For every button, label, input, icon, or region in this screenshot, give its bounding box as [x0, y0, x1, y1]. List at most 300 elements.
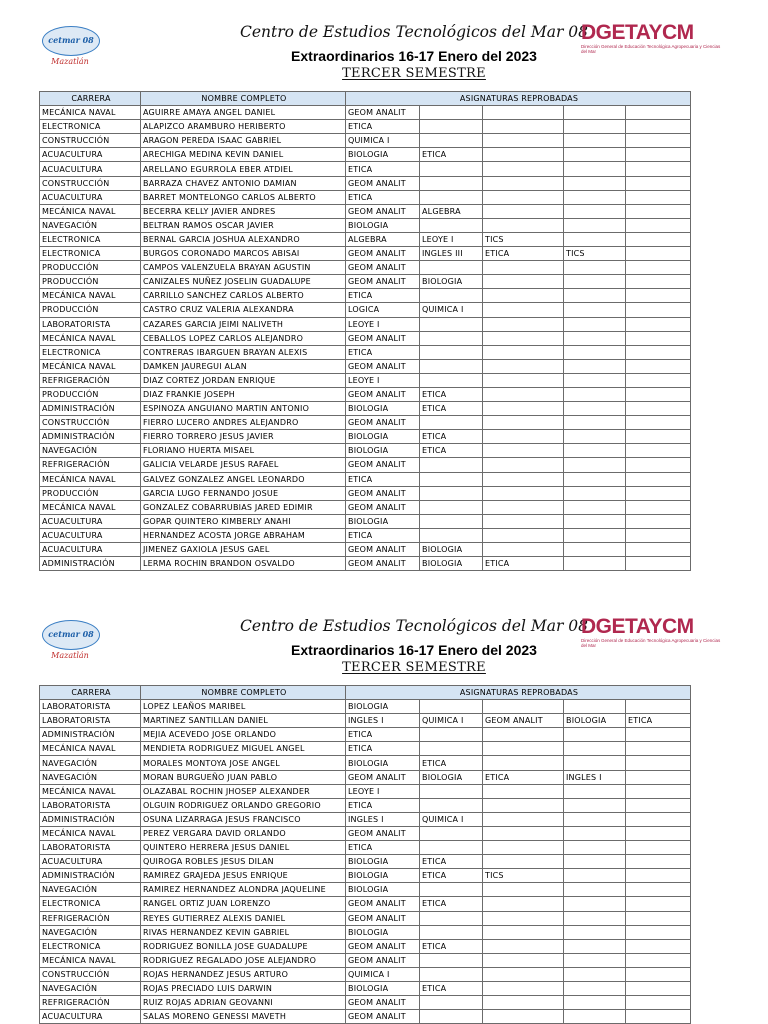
- asignatura-1-cell: BIOLOGIA: [346, 869, 420, 883]
- asignatura-3-cell: [483, 953, 564, 967]
- asignatura-2-cell: [420, 331, 483, 345]
- asignatura-1-cell: GEOM ANALIT: [346, 275, 420, 289]
- nombre-cell: QUINTERO HERRERA JESUS DANIEL: [141, 841, 346, 855]
- asignatura-5-cell: [626, 897, 691, 911]
- asignatura-4-cell: [564, 303, 626, 317]
- carrera-cell: MECÁNICA NAVAL: [40, 826, 141, 840]
- asignatura-2-cell: [420, 261, 483, 275]
- asignatura-4-cell: [564, 756, 626, 770]
- asignatura-5-cell: [626, 275, 691, 289]
- asignatura-1-cell: ETICA: [346, 798, 420, 812]
- asignatura-2-cell: [420, 742, 483, 756]
- asignatura-5-cell: [626, 784, 691, 798]
- asignatura-2-cell: [420, 359, 483, 373]
- asignatura-4-cell: [564, 289, 626, 303]
- table-row: [40, 514, 691, 528]
- nombre-cell: ARAGON PEREDA ISAAC GABRIEL: [141, 134, 346, 148]
- asignatura-5-cell: [626, 106, 691, 120]
- asignatura-4-cell: [564, 883, 626, 897]
- asignatura-2-cell: [420, 458, 483, 472]
- table-row: [40, 981, 691, 995]
- asignatura-4-cell: BIOLOGIA: [564, 714, 626, 728]
- table-row: [40, 557, 691, 571]
- asignatura-2-cell: LEOYE I: [420, 232, 483, 246]
- asignatura-5-cell: [626, 416, 691, 430]
- carrera-cell: PRODUCCIÓN: [40, 275, 141, 289]
- asignatura-2-cell: [420, 700, 483, 714]
- asignatura-5-cell: [626, 798, 691, 812]
- carrera-cell: ELECTRONICA: [40, 120, 141, 134]
- nombre-cell: BECERRA KELLY JAVIER ANDRES: [141, 204, 346, 218]
- asignatura-1-cell: BIOLOGIA: [346, 756, 420, 770]
- table-row: [40, 331, 691, 345]
- asignatura-3-cell: [483, 190, 564, 204]
- semester-title: TERCER SEMESTRE: [342, 660, 486, 675]
- asignatura-4-cell: [564, 472, 626, 486]
- asignatura-3-cell: [483, 387, 564, 401]
- dgetaycm-logo-text: DGETAYCM: [581, 615, 694, 638]
- asignatura-1-cell: ETICA: [346, 120, 420, 134]
- table-row: [40, 925, 691, 939]
- asignatura-4-cell: [564, 925, 626, 939]
- carrera-cell: NAVEGACIÓN: [40, 218, 141, 232]
- asignatura-4-cell: [564, 728, 626, 742]
- nombre-cell: AGUIRRE AMAYA ANGEL DANIEL: [141, 106, 346, 120]
- asignatura-1-cell: GEOM ANALIT: [346, 106, 420, 120]
- nombre-cell: BARRAZA CHAVEZ ANTONIO DAMIAN: [141, 176, 346, 190]
- asignatura-2-cell: [420, 134, 483, 148]
- table-row: [40, 728, 691, 742]
- column-header-nombre: NOMBRE COMPLETO: [141, 686, 346, 700]
- table-row: [40, 458, 691, 472]
- nombre-cell: LOPEZ LEAÑOS MARIBEL: [141, 700, 346, 714]
- nombre-cell: GALVEZ GONZALEZ ANGEL LEONARDO: [141, 472, 346, 486]
- asignatura-3-cell: [483, 700, 564, 714]
- carrera-cell: MECÁNICA NAVAL: [40, 204, 141, 218]
- table-row: [40, 289, 691, 303]
- carrera-cell: ELECTRONICA: [40, 247, 141, 261]
- asignatura-3-cell: [483, 162, 564, 176]
- asignatura-4-cell: [564, 557, 626, 571]
- table-row: [40, 190, 691, 204]
- asignatura-2-cell: [420, 162, 483, 176]
- carrera-cell: CONSTRUCCIÓN: [40, 176, 141, 190]
- carrera-cell: ACUACULTURA: [40, 190, 141, 204]
- carrera-cell: REFRIGERACIÓN: [40, 996, 141, 1010]
- nombre-cell: MENDIETA RODRIGUEZ MIGUEL ANGEL: [141, 742, 346, 756]
- nombre-cell: RUIZ ROJAS ADRIAN GEOVANNI: [141, 996, 346, 1010]
- nombre-cell: BELTRAN RAMOS OSCAR JAVIER: [141, 218, 346, 232]
- asignatura-1-cell: INGLES I: [346, 812, 420, 826]
- asignatura-4-cell: TICS: [564, 247, 626, 261]
- asignatura-5-cell: [626, 953, 691, 967]
- asignatura-1-cell: LEOYE I: [346, 317, 420, 331]
- carrera-cell: PRODUCCIÓN: [40, 486, 141, 500]
- asignatura-4-cell: [564, 742, 626, 756]
- asignatura-4-cell: [564, 939, 626, 953]
- carrera-cell: CONSTRUCCIÓN: [40, 134, 141, 148]
- carrera-cell: ADMINISTRACIÓN: [40, 430, 141, 444]
- asignatura-3-cell: [483, 444, 564, 458]
- asignatura-3-cell: [483, 176, 564, 190]
- carrera-cell: ACUACULTURA: [40, 148, 141, 162]
- asignatura-1-cell: BIOLOGIA: [346, 925, 420, 939]
- asignatura-4-cell: [564, 700, 626, 714]
- asignatura-3-cell: ETICA: [483, 557, 564, 571]
- asignatura-2-cell: QUIMICA I: [420, 714, 483, 728]
- asignatura-3-cell: [483, 317, 564, 331]
- column-header-asignaturas: ASIGNATURAS REPROBADAS: [346, 686, 691, 700]
- table-row: [40, 204, 691, 218]
- table-row: [40, 232, 691, 246]
- asignatura-1-cell: GEOM ANALIT: [346, 1010, 420, 1024]
- asignatura-5-cell: [626, 883, 691, 897]
- nombre-cell: ALAPIZCO ARAMBURO HERIBERTO: [141, 120, 346, 134]
- table-row: [40, 120, 691, 134]
- table-row: [40, 700, 691, 714]
- asignatura-4-cell: [564, 430, 626, 444]
- semester-title: TERCER SEMESTRE: [342, 66, 486, 81]
- asignatura-5-cell: [626, 826, 691, 840]
- asignatura-3-cell: [483, 500, 564, 514]
- asignatura-3-cell: ETICA: [483, 247, 564, 261]
- asignatura-5-cell: [626, 331, 691, 345]
- carrera-cell: ELECTRONICA: [40, 232, 141, 246]
- table-row: [40, 996, 691, 1010]
- asignatura-1-cell: GEOM ANALIT: [346, 486, 420, 500]
- asignatura-3-cell: [483, 543, 564, 557]
- asignatura-2-cell: [420, 784, 483, 798]
- asignatura-2-cell: [420, 416, 483, 430]
- asignatura-4-cell: [564, 812, 626, 826]
- nombre-cell: CONTRERAS IBARGUEN BRAYAN ALEXIS: [141, 345, 346, 359]
- nombre-cell: RAMIREZ HERNANDEZ ALONDRA JAQUELINE: [141, 883, 346, 897]
- table-row: [40, 500, 691, 514]
- asignatura-2-cell: QUIMICA I: [420, 303, 483, 317]
- asignatura-1-cell: GEOM ANALIT: [346, 911, 420, 925]
- carrera-cell: MECÁNICA NAVAL: [40, 331, 141, 345]
- asignatura-3-cell: [483, 784, 564, 798]
- nombre-cell: GONZALEZ COBARRUBIAS JARED EDIMIR: [141, 500, 346, 514]
- nombre-cell: MORAN BURGUEÑO JUAN PABLO: [141, 770, 346, 784]
- asignatura-3-cell: [483, 981, 564, 995]
- asignatura-5-cell: ETICA: [626, 714, 691, 728]
- asignatura-1-cell: QUIMICA I: [346, 967, 420, 981]
- asignatura-1-cell: ETICA: [346, 742, 420, 756]
- table-header-row: [40, 92, 691, 106]
- asignatura-1-cell: BIOLOGIA: [346, 700, 420, 714]
- asignatura-1-cell: ETICA: [346, 345, 420, 359]
- table-row: [40, 176, 691, 190]
- asignatura-3-cell: [483, 218, 564, 232]
- asignatura-1-cell: GEOM ANALIT: [346, 416, 420, 430]
- asignatura-4-cell: [564, 373, 626, 387]
- asignatura-2-cell: [420, 967, 483, 981]
- carrera-cell: NAVEGACIÓN: [40, 756, 141, 770]
- asignatura-4-cell: [564, 1010, 626, 1024]
- asignatura-1-cell: BIOLOGIA: [346, 402, 420, 416]
- asignatura-5-cell: [626, 204, 691, 218]
- column-header-carrera: CARRERA: [40, 92, 141, 106]
- nombre-cell: QUIROGA ROBLES JESUS DILAN: [141, 855, 346, 869]
- table-row: [40, 275, 691, 289]
- asignatura-5-cell: [626, 911, 691, 925]
- asignatura-1-cell: QUIMICA I: [346, 134, 420, 148]
- asignatura-2-cell: ETICA: [420, 897, 483, 911]
- carrera-cell: ADMINISTRACIÓN: [40, 557, 141, 571]
- asignatura-5-cell: [626, 939, 691, 953]
- asignatura-5-cell: [626, 742, 691, 756]
- asignatura-1-cell: INGLES I: [346, 714, 420, 728]
- carrera-cell: MECÁNICA NAVAL: [40, 359, 141, 373]
- carrera-cell: ACUACULTURA: [40, 543, 141, 557]
- asignatura-1-cell: BIOLOGIA: [346, 883, 420, 897]
- nombre-cell: REYES GUTIERREZ ALEXIS DANIEL: [141, 911, 346, 925]
- asignatura-4-cell: [564, 317, 626, 331]
- carrera-cell: REFRIGERACIÓN: [40, 458, 141, 472]
- table-row: [40, 798, 691, 812]
- asignatura-1-cell: BIOLOGIA: [346, 444, 420, 458]
- dgetaycm-logo-subtitle: Dirección General de Educación Tecnológica Agropecuaria y Ciencias del Mar: [581, 44, 721, 54]
- asignatura-5-cell: [626, 996, 691, 1010]
- nombre-cell: BARRET MONTELONGO CARLOS ALBERTO: [141, 190, 346, 204]
- asignatura-3-cell: [483, 911, 564, 925]
- table-row: [40, 134, 691, 148]
- asignatura-5-cell: [626, 855, 691, 869]
- nombre-cell: LERMA ROCHIN BRANDON OSVALDO: [141, 557, 346, 571]
- table-header-row: [40, 686, 691, 700]
- table-row: [40, 416, 691, 430]
- asignatura-1-cell: GEOM ANALIT: [346, 557, 420, 571]
- column-header-nombre: NOMBRE COMPLETO: [141, 92, 346, 106]
- asignatura-2-cell: [420, 472, 483, 486]
- asignatura-5-cell: [626, 134, 691, 148]
- asignatura-2-cell: [420, 841, 483, 855]
- column-header-carrera: CARRERA: [40, 686, 141, 700]
- asignatura-4-cell: [564, 359, 626, 373]
- nombre-cell: BURGOS CORONADO MARCOS ABISAI: [141, 247, 346, 261]
- asignatura-2-cell: [420, 120, 483, 134]
- asignatura-3-cell: [483, 345, 564, 359]
- asignatura-5-cell: [626, 444, 691, 458]
- asignatura-4-cell: [564, 444, 626, 458]
- table-row: [40, 543, 691, 557]
- asignatura-1-cell: BIOLOGIA: [346, 218, 420, 232]
- nombre-cell: BERNAL GARCIA JOSHUA ALEXANDRO: [141, 232, 346, 246]
- nombre-cell: HERNANDEZ ACOSTA JORGE ABRAHAM: [141, 528, 346, 542]
- asignatura-3-cell: [483, 430, 564, 444]
- asignatura-2-cell: [420, 345, 483, 359]
- asignatura-3-cell: [483, 275, 564, 289]
- asignatura-5-cell: [626, 981, 691, 995]
- asignatura-1-cell: GEOM ANALIT: [346, 500, 420, 514]
- nombre-cell: MARTINEZ SANTILLAN DANIEL: [141, 714, 346, 728]
- nombre-cell: CAMPOS VALENZUELA BRAYAN AGUSTIN: [141, 261, 346, 275]
- asignatura-4-cell: [564, 911, 626, 925]
- nombre-cell: GARCIA LUGO FERNANDO JOSUE: [141, 486, 346, 500]
- asignatura-3-cell: [483, 261, 564, 275]
- asignatura-3-cell: [483, 134, 564, 148]
- asignatura-4-cell: [564, 148, 626, 162]
- asignatura-5-cell: [626, 162, 691, 176]
- asignatura-5-cell: [626, 514, 691, 528]
- asignatura-3-cell: [483, 826, 564, 840]
- carrera-cell: NAVEGACIÓN: [40, 444, 141, 458]
- asignatura-5-cell: [626, 317, 691, 331]
- asignatura-4-cell: [564, 981, 626, 995]
- carrera-cell: ACUACULTURA: [40, 162, 141, 176]
- asignatura-5-cell: [626, 869, 691, 883]
- dgetaycm-logo-subtitle: Dirección General de Educación Tecnológica Agropecuaria y Ciencias del Mar: [581, 638, 721, 648]
- asignatura-5-cell: [626, 557, 691, 571]
- table-row: [40, 911, 691, 925]
- table-row: [40, 247, 691, 261]
- nombre-cell: RANGEL ORTIZ JUAN LORENZO: [141, 897, 346, 911]
- asignatura-1-cell: GEOM ANALIT: [346, 387, 420, 401]
- asignatura-2-cell: [420, 883, 483, 897]
- asignatura-4-cell: INGLES I: [564, 770, 626, 784]
- asignatura-5-cell: [626, 120, 691, 134]
- nombre-cell: FLORIANO HUERTA MISAEL: [141, 444, 346, 458]
- asignatura-5-cell: [626, 500, 691, 514]
- asignatura-2-cell: [420, 486, 483, 500]
- carrera-cell: NAVEGACIÓN: [40, 770, 141, 784]
- cetmar-logo: [40, 26, 100, 70]
- carrera-cell: REFRIGERACIÓN: [40, 373, 141, 387]
- table-row: [40, 841, 691, 855]
- nombre-cell: RAMIREZ GRAJEDA JESUS ENRIQUE: [141, 869, 346, 883]
- nombre-cell: MEJIA ACEVEDO JOSE ORLANDO: [141, 728, 346, 742]
- carrera-cell: MECÁNICA NAVAL: [40, 472, 141, 486]
- asignatura-1-cell: GEOM ANALIT: [346, 826, 420, 840]
- nombre-cell: CARRILLO SANCHEZ CARLOS ALBERTO: [141, 289, 346, 303]
- asignatura-2-cell: [420, 289, 483, 303]
- carrera-cell: PRODUCCIÓN: [40, 303, 141, 317]
- asignatura-1-cell: GEOM ANALIT: [346, 261, 420, 275]
- asignatura-4-cell: [564, 387, 626, 401]
- carrera-cell: ELECTRONICA: [40, 939, 141, 953]
- carrera-cell: ACUACULTURA: [40, 855, 141, 869]
- cetmar-logo: [40, 620, 100, 664]
- asignatura-3-cell: [483, 458, 564, 472]
- table-row: [40, 528, 691, 542]
- asignatura-4-cell: [564, 897, 626, 911]
- asignatura-4-cell: [564, 500, 626, 514]
- asignatura-2-cell: BIOLOGIA: [420, 543, 483, 557]
- asignatura-2-cell: ETICA: [420, 387, 483, 401]
- nombre-cell: DIAZ CORTEZ JORDAN ENRIQUE: [141, 373, 346, 387]
- asignatura-2-cell: [420, 176, 483, 190]
- asignatura-3-cell: [483, 742, 564, 756]
- nombre-cell: FIERRO TORRERO JESUS JAVIER: [141, 430, 346, 444]
- asignatura-4-cell: [564, 798, 626, 812]
- carrera-cell: LABORATORISTA: [40, 700, 141, 714]
- carrera-cell: NAVEGACIÓN: [40, 925, 141, 939]
- asignatura-3-cell: [483, 416, 564, 430]
- asignatura-4-cell: [564, 543, 626, 557]
- asignatura-3-cell: TICS: [483, 232, 564, 246]
- asignatura-2-cell: ETICA: [420, 430, 483, 444]
- asignatura-3-cell: [483, 996, 564, 1010]
- asignatura-2-cell: INGLES III: [420, 247, 483, 261]
- nombre-cell: RODRIGUEZ REGALADO JOSE ALEJANDRO: [141, 953, 346, 967]
- asignatura-4-cell: [564, 841, 626, 855]
- asignatura-5-cell: [626, 247, 691, 261]
- table-row: [40, 855, 691, 869]
- table-row: [40, 953, 691, 967]
- asignatura-1-cell: ETICA: [346, 728, 420, 742]
- table-row: [40, 162, 691, 176]
- asignatura-4-cell: [564, 416, 626, 430]
- table-row: [40, 714, 691, 728]
- nombre-cell: SALAS MORENO GENESSI MAVETH: [141, 1010, 346, 1024]
- asignatura-3-cell: [483, 120, 564, 134]
- carrera-cell: LABORATORISTA: [40, 798, 141, 812]
- asignatura-1-cell: GEOM ANALIT: [346, 204, 420, 218]
- asignatura-3-cell: [483, 728, 564, 742]
- asignatura-2-cell: BIOLOGIA: [420, 770, 483, 784]
- asignatura-5-cell: [626, 728, 691, 742]
- asignatura-2-cell: [420, 373, 483, 387]
- carrera-cell: NAVEGACIÓN: [40, 981, 141, 995]
- table-row: [40, 148, 691, 162]
- asignatura-3-cell: [483, 841, 564, 855]
- asignatura-5-cell: [626, 303, 691, 317]
- nombre-cell: DIAZ FRANKIE JOSEPH: [141, 387, 346, 401]
- asignatura-1-cell: BIOLOGIA: [346, 148, 420, 162]
- students-table: [39, 91, 691, 571]
- asignatura-1-cell: GEOM ANALIT: [346, 543, 420, 557]
- table-row: [40, 869, 691, 883]
- asignatura-1-cell: ETICA: [346, 289, 420, 303]
- asignatura-3-cell: [483, 1010, 564, 1024]
- nombre-cell: GALICIA VELARDE JESUS RAFAEL: [141, 458, 346, 472]
- table-row: [40, 444, 691, 458]
- asignatura-1-cell: ETICA: [346, 472, 420, 486]
- table-row: [40, 317, 691, 331]
- asignatura-2-cell: [420, 106, 483, 120]
- nombre-cell: ROJAS HERNANDEZ JESUS ARTURO: [141, 967, 346, 981]
- dgetaycm-logo-text: DGETAYCM: [581, 21, 694, 44]
- asignatura-5-cell: [626, 812, 691, 826]
- asignatura-4-cell: [564, 204, 626, 218]
- asignatura-1-cell: GEOM ANALIT: [346, 770, 420, 784]
- asignatura-3-cell: [483, 331, 564, 345]
- cetmar-logo-text: cetmar 08: [48, 629, 94, 639]
- asignatura-5-cell: [626, 528, 691, 542]
- asignatura-3-cell: [483, 883, 564, 897]
- table-row: [40, 472, 691, 486]
- asignatura-3-cell: [483, 528, 564, 542]
- asignatura-4-cell: [564, 869, 626, 883]
- asignatura-2-cell: ETICA: [420, 402, 483, 416]
- asignatura-3-cell: [483, 303, 564, 317]
- asignatura-2-cell: ETICA: [420, 148, 483, 162]
- asignatura-3-cell: [483, 756, 564, 770]
- nombre-cell: ARELLANO EGURROLA EBER ATDIEL: [141, 162, 346, 176]
- table-row: [40, 826, 691, 840]
- asignatura-5-cell: [626, 543, 691, 557]
- asignatura-3-cell: [483, 402, 564, 416]
- asignatura-2-cell: BIOLOGIA: [420, 557, 483, 571]
- nombre-cell: PEREZ VERGARA DAVID ORLANDO: [141, 826, 346, 840]
- asignatura-4-cell: [564, 331, 626, 345]
- asignatura-4-cell: [564, 120, 626, 134]
- table-row: [40, 897, 691, 911]
- asignatura-1-cell: LEOYE I: [346, 373, 420, 387]
- nombre-cell: RIVAS HERNANDEZ KEVIN GABRIEL: [141, 925, 346, 939]
- asignatura-4-cell: [564, 218, 626, 232]
